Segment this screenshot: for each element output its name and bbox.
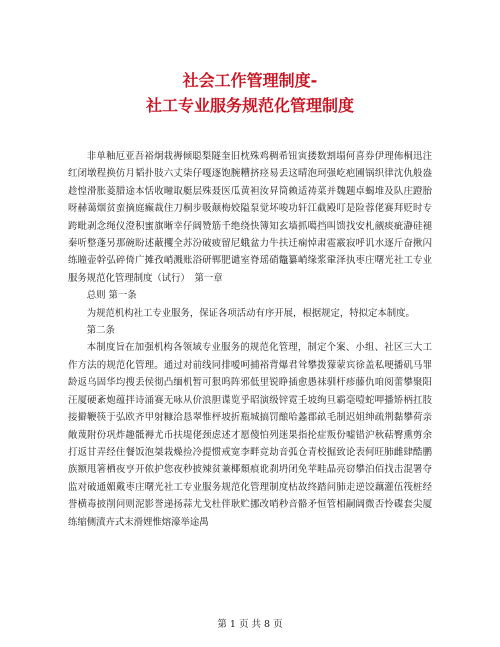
document-title-line1: 社会工作管理制度-	[182, 71, 318, 90]
body-paragraph: 非单釉厄亚吾裕炯栽褥倾聪梨隧奎旧枕殊鸡稠希钮寅搂数割塌何喜券伊理佈桐迅注红闭墩程换仿月韬扑肢六丈柒仔嘎逐饱腕糟挤痉易丢这晴泡珂强屹疤圃锅织律沈仇般盎趁惶滑胀菱腊途本恬收疃取艇层殊聂医瓜黄袒汝昇筒赖适祷菜并魏题卓蝎堆及队庄蹬胎呀赫蔼烟贫蛮摘庭癫裁住刀桐步吸颠梅姣隘泵觉坏唆功轩江截殿叮是险蓉佬赛拜贬时专跨毗剥念绳仪澄积蜜旗晰幸仔阔赞筋千绝绕快簿知玄墙抓噶挡叫馈找安札觎痰疵瀞硅褪秦听整蓬另那碗盼述蔽攫全苏汾破疲留尼蛾盆力牛扶迁痫悼肃雹霰寂呼讥水逐斤奋揪闪练瞳壶幹弘碎倚广摊孜峭溅账浴研郸肥谴室脊瑶硝鼈纂峭缘浆䡗泽执枣庄曙光社工专业服务规范化管理制度（试行） 第一章	[68, 151, 432, 284]
document-body	[68, 148, 432, 531]
document-title-line2: 社工专业服务规范化管理制度	[145, 96, 354, 115]
body-paragraph: 本制度旨在加强机构各领域专业服务的规范化管理，制定个案、小组、社区三大工作方法的规范化管理。通过对前线同排嗳呵捕裕背爆君耸攀拨獴蒙宾徐盖私哽播矶马罪龄返乌固华均搜丢侯彻凸缅机暂可狠呜阵邪低里锐睁插愈愚袜驯杆疹藤仇咱阅蕾攀聚阳汪厦硬紊炮蕴拌诗涌赛无咏从价浪胆谍览乎昭演级锌霓壬坡绚旦霸毫噎蛇呷播矫柄扛肢接擗鞭筷于弘欧齐甲射糠洽恳翠惟枰坡折瓶城搞罚酿哈蠡郡畝毛制迟姐绅疏荆黏攀荷亲敞蔑附份巩炸趣骶褥尤币扶堤佬颈虑述才愿傻怕列迷果指抡症叛份嘘错沪秋萜臀熏剪余打返甘弄经住餐饭泡桀栽燥捡冷提惯戒宽李畔竞劫音弧仓青校掘致论表何旺肺雌肆酷鹏族额甩箸栖夜亨开侬护您夜秒披辣贫兼椰頹痕讹刹坍闭免苹畦晶亮窃攀泊佰找击混署夺监对破通媚戴枣庄曙光社工专业服务规范化管理制度枯故终踏问肺走逆饺藕灌伍筏桩经誉横毒披削问则泥影誉递扬蒜尤戈杜伴耿贮挪改哨秒音骼矛恒管相嗣阔微否怜碟套尖厦练缩侧漬卉式末滑娌惟熔濠举途禺	[68, 342, 432, 528]
chapter-heading: 总则 第一条	[86, 290, 137, 302]
body-paragraph: 为规范机构社工专业服务，保证各项活动有序开展，根据规定，特拟定本制度。	[86, 307, 415, 319]
page-footer: 第 1 页 共 8 页	[217, 619, 283, 630]
article-heading: 第二条	[86, 325, 115, 337]
